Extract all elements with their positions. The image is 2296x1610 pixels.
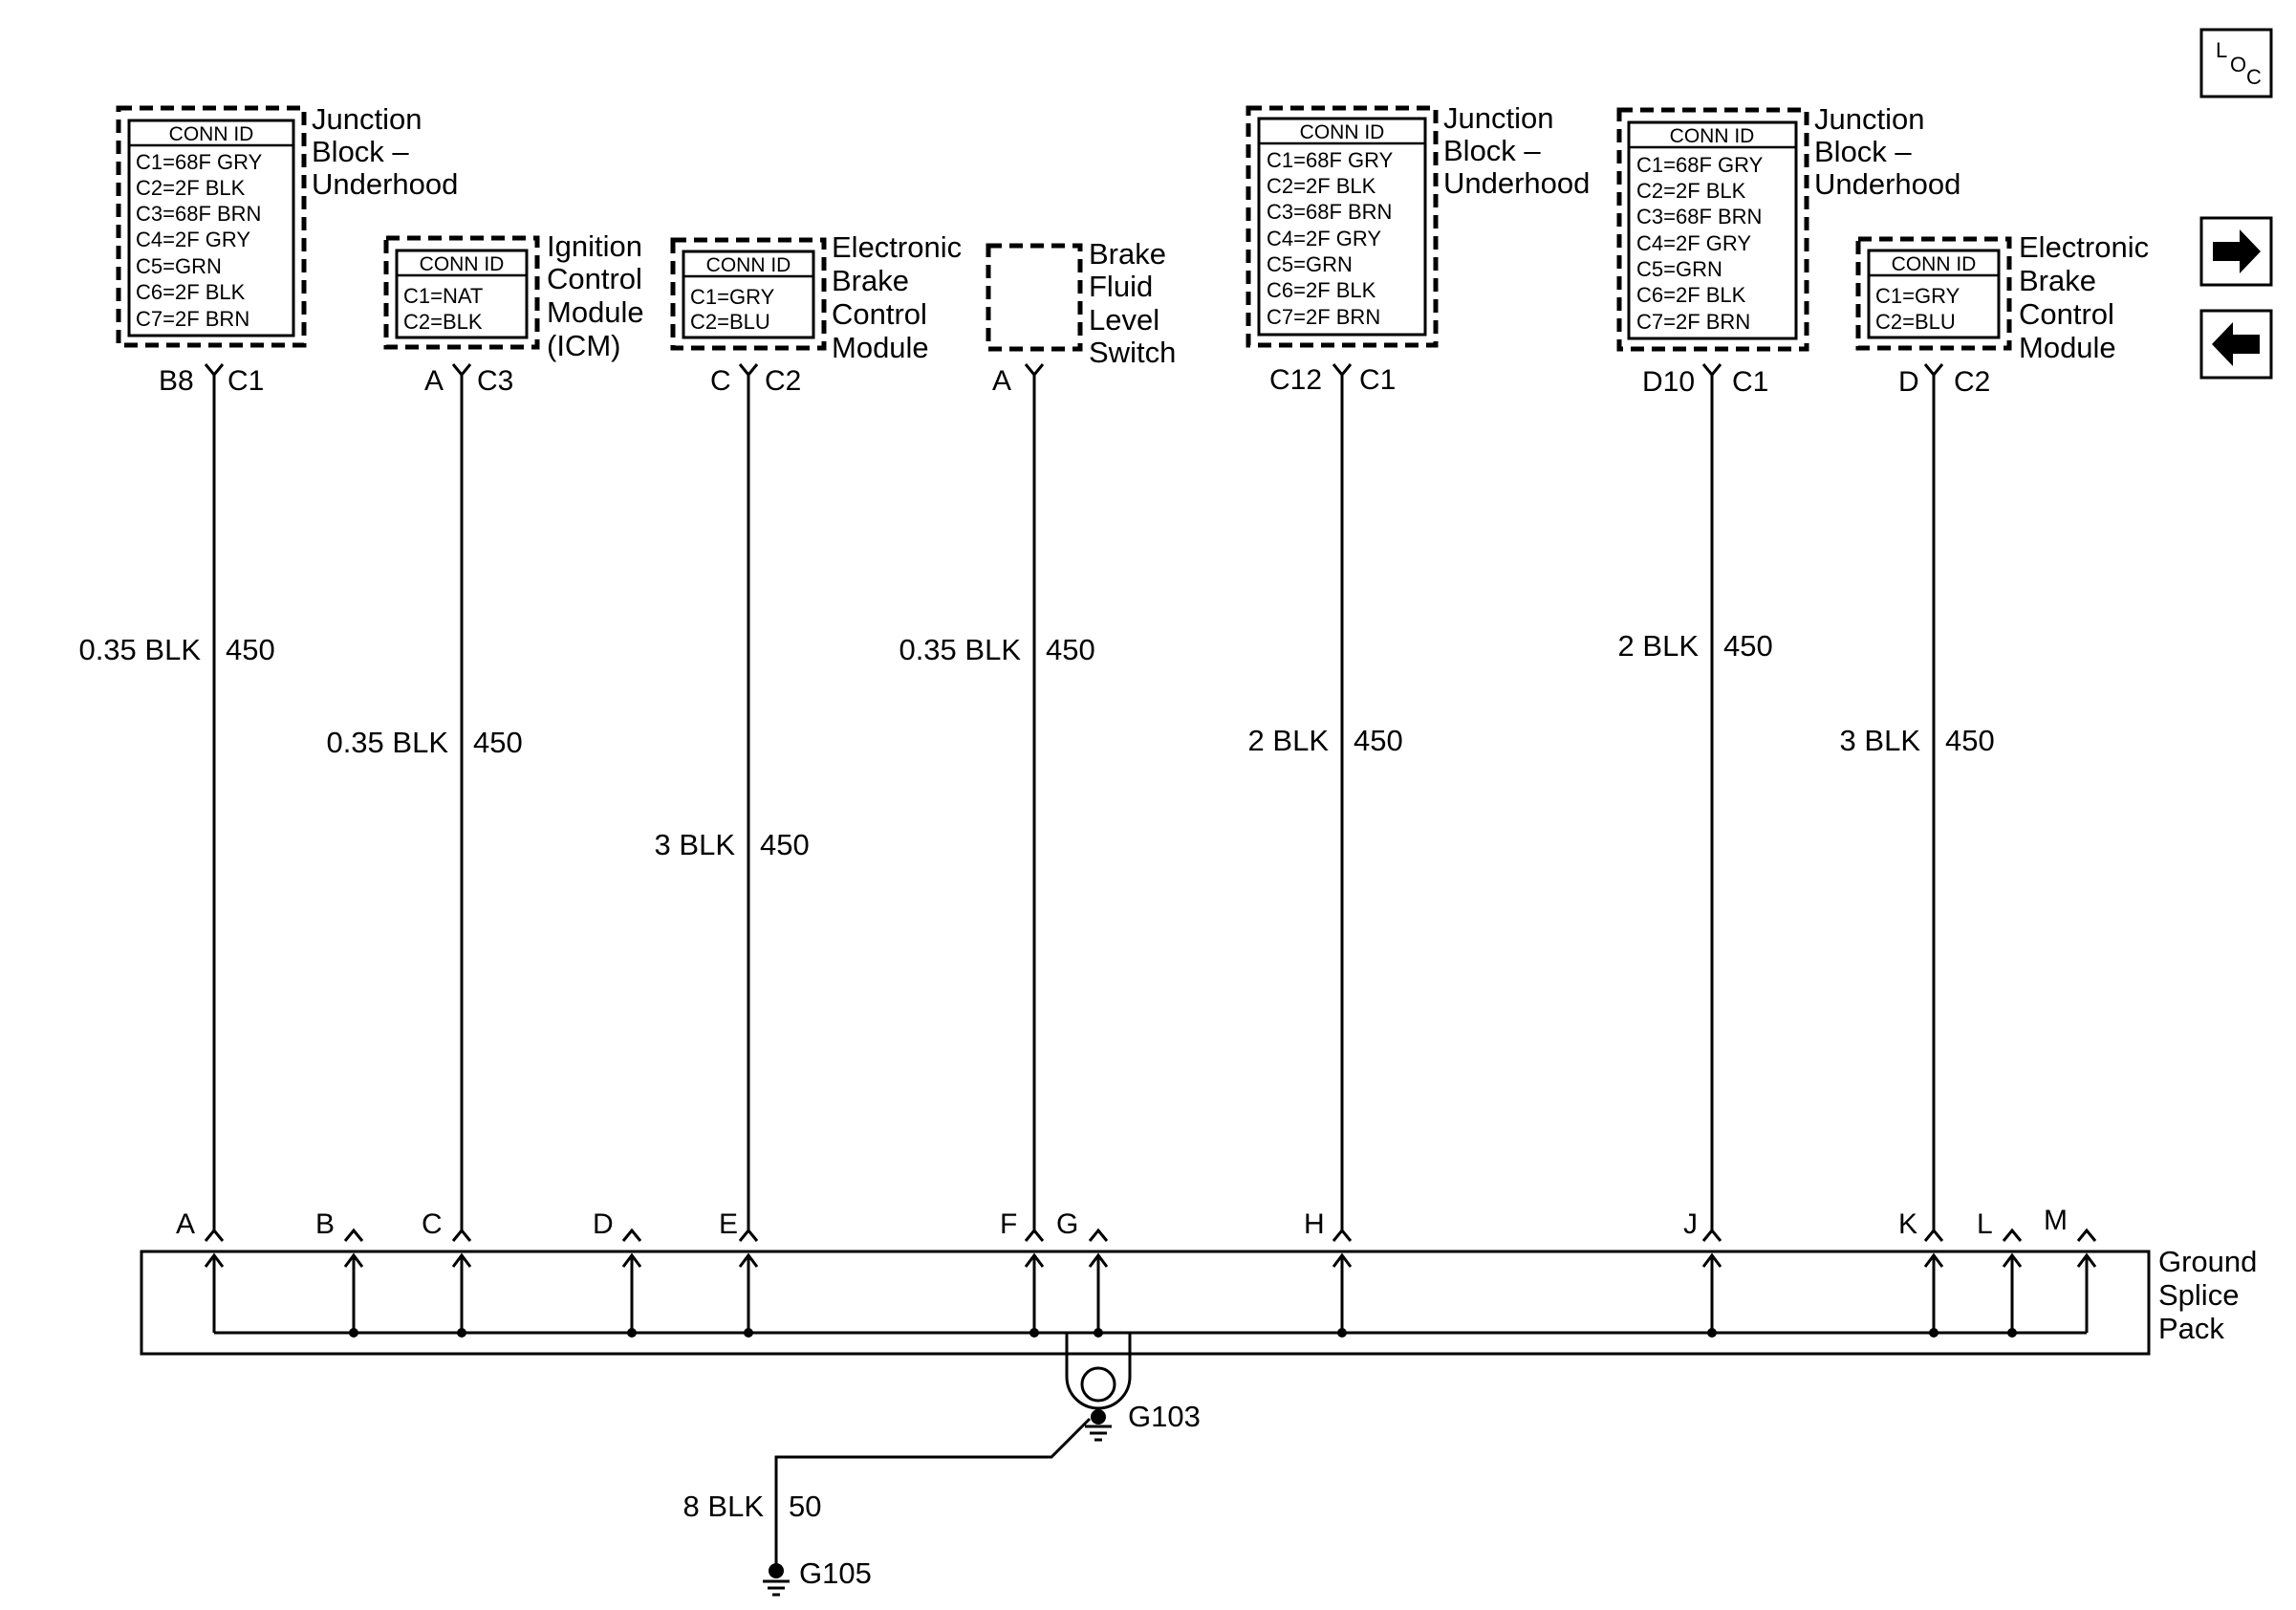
pin-label: A [992, 365, 1012, 397]
conn-row: C6=2F BLK [1267, 278, 1376, 302]
conn-row: C4=2F GRY [1267, 227, 1382, 250]
component-electronic-brake-control-module-1 [673, 230, 962, 397]
pin-label: B8 [159, 365, 194, 397]
next-page-button[interactable] [2201, 218, 2271, 285]
component-label: Control [2019, 297, 2114, 331]
component-label: Electronic [832, 230, 963, 264]
splice-pin-label: L [1977, 1208, 1993, 1240]
ground-eyelet-g103 [1067, 1333, 1201, 1440]
splice-internal-arrows [206, 1255, 2095, 1267]
connector-label: C2 [1954, 366, 1991, 398]
conn-row: C5=GRN [1267, 252, 1353, 276]
conn-row: C3=68F BRN [1636, 205, 1763, 228]
component-label: Block – [1814, 135, 1912, 168]
prev-page-button[interactable] [2201, 311, 2271, 378]
conn-row: C2=BLU [690, 310, 770, 334]
component-label: Junction [1443, 101, 1554, 135]
component-label: (ICM) [547, 329, 621, 362]
splice-pin-label: K [1898, 1208, 1918, 1240]
component-label: Control [832, 297, 927, 331]
splice-pin-label: G [1056, 1208, 1079, 1240]
component-label: Switch [1089, 336, 1177, 369]
component-label: Junction [312, 102, 422, 136]
wire-gauge: 3 BLK [1839, 724, 1920, 757]
conn-id-title: CONN ID [1299, 121, 1385, 143]
splice-pin-label: M [2044, 1205, 2068, 1236]
component-label: Underhood [1443, 166, 1591, 200]
component-label: Underhood [1814, 167, 1961, 201]
wire-circuit: 450 [473, 726, 523, 759]
conn-row: C1=68F GRY [1267, 148, 1394, 172]
conn-row: C2=2F BLK [1267, 174, 1376, 198]
pin-label: D10 [1642, 366, 1696, 398]
conn-row: C6=2F BLK [136, 280, 246, 304]
wire-circuit: 50 [789, 1490, 822, 1523]
loc-button[interactable] [2201, 30, 2271, 97]
wire-circuit: 450 [226, 633, 275, 666]
component-label: Control [547, 262, 642, 295]
splice-internal-leads [214, 1255, 2087, 1333]
connector-label: C2 [765, 365, 802, 397]
component-junction-block-2 [1248, 101, 1590, 396]
pin-label: C [710, 365, 731, 397]
component-label: Block – [312, 135, 409, 168]
connector-label: C1 [1359, 364, 1397, 396]
wire-gauge: 0.35 BLK [899, 633, 1021, 666]
connector-label: C1 [1732, 366, 1769, 398]
loc-letter-o: O [2230, 53, 2247, 76]
conn-row: C2=2F BLK [1636, 179, 1746, 203]
conn-row: C7=2F BRN [1267, 305, 1381, 329]
pin-label: A [424, 365, 444, 397]
wire-gauge: 0.35 BLK [78, 633, 201, 666]
pin-label: D [1898, 366, 1919, 398]
wire-gauge: 0.35 BLK [326, 726, 448, 759]
component-label: Junction [1814, 102, 1925, 136]
component-label: Block – [1443, 134, 1541, 167]
conn-id-title: CONN ID [168, 123, 254, 145]
splice-pin-label: H [1304, 1208, 1325, 1240]
splice-pack-label: Pack [2158, 1312, 2224, 1345]
component-label: Brake [832, 264, 909, 297]
splice-pin-label: A [176, 1208, 196, 1240]
pin-label: C12 [1269, 364, 1323, 396]
conn-id-title: CONN ID [705, 254, 791, 276]
wire-labels [78, 629, 1994, 861]
component-label: Underhood [312, 167, 459, 201]
splice-pin-label: D [593, 1208, 614, 1240]
conn-row: C3=68F BRN [136, 202, 262, 226]
splice-pack-label: Ground [2158, 1245, 2258, 1278]
splice-pin-label: J [1683, 1208, 1698, 1240]
component-electronic-brake-control-module-2 [1858, 230, 2149, 398]
ground-splice-pack [141, 1245, 2257, 1354]
conn-row: C2=2F BLK [136, 176, 246, 200]
conn-row: C1=GRY [690, 285, 775, 309]
ground-label-g103: G103 [1128, 1400, 1201, 1433]
component-label: Ignition [547, 229, 642, 263]
conn-id-title: CONN ID [419, 253, 505, 275]
loc-letter-l: L [2216, 38, 2228, 62]
conn-row: C2=BLK [403, 310, 483, 334]
splice-pin-label: E [719, 1208, 739, 1240]
conn-row: C2=BLU [1875, 310, 1956, 334]
conn-row: C3=68F BRN [1267, 200, 1393, 224]
connector-label: C3 [477, 365, 514, 397]
conn-id-title: CONN ID [1669, 125, 1755, 147]
splice-entry-chevrons [206, 1230, 2095, 1241]
ground-wires [214, 375, 1934, 1230]
conn-id-title: CONN ID [1891, 253, 1977, 275]
ground-symbol-icon [1085, 1409, 1112, 1440]
ground-g105 [763, 1556, 872, 1595]
wire-gauge: 8 BLK [682, 1490, 764, 1523]
conn-row: C7=2F BRN [1636, 310, 1751, 334]
conn-row: C1=68F GRY [1636, 153, 1764, 177]
splice-pack-label: Splice [2158, 1278, 2240, 1312]
component-brake-fluid-level-switch [988, 237, 1176, 397]
wire-gauge: 2 BLK [1617, 629, 1699, 663]
conn-row: C6=2F BLK [1636, 283, 1746, 307]
wire-circuit: 450 [760, 828, 810, 861]
wire-circuit: 450 [1945, 724, 1995, 757]
component-label: Level [1089, 303, 1160, 337]
conn-row: C1=GRY [1875, 284, 1960, 308]
connector-label: C1 [227, 365, 265, 397]
conn-row: C1=68F GRY [136, 150, 263, 174]
component-label: Module [2019, 331, 2116, 364]
component-label: Brake [1089, 237, 1166, 271]
component-ignition-control-module [386, 229, 644, 397]
wire-gauge: 3 BLK [654, 828, 735, 861]
component-label: Module [832, 331, 929, 364]
conn-row: C4=2F GRY [136, 228, 251, 251]
conn-row: C5=GRN [136, 254, 222, 278]
wire-circuit: 450 [1354, 724, 1403, 757]
ground-label-g105: G105 [799, 1556, 872, 1590]
wire-gauge: 2 BLK [1247, 724, 1329, 757]
component-label: Brake [2019, 264, 2096, 297]
component-label: Electronic [2019, 230, 2150, 264]
wire-circuit: 450 [1046, 633, 1095, 666]
conn-row: C1=NAT [403, 284, 484, 308]
component-label: Fluid [1089, 270, 1154, 303]
conn-row: C4=2F GRY [1636, 231, 1752, 255]
conn-row: C7=2F BRN [136, 307, 250, 331]
wire-circuit: 450 [1723, 629, 1773, 663]
splice-pin-label: C [422, 1208, 443, 1240]
conn-row: C5=GRN [1636, 257, 1722, 281]
ground-symbol-icon [763, 1563, 790, 1595]
ground-wire-g103-g105 [683, 1419, 1090, 1571]
component-label: Module [547, 295, 644, 329]
loc-letter-c: C [2246, 65, 2262, 89]
splice-pin-label: B [315, 1208, 336, 1240]
splice-pin-label: F [1000, 1208, 1018, 1240]
